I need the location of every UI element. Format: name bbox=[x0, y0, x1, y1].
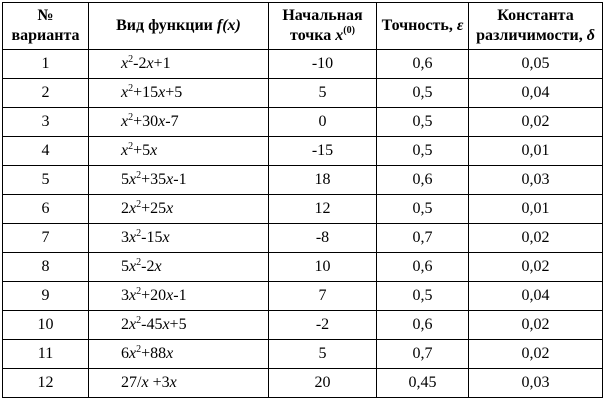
start-point-cell: 5 bbox=[269, 79, 377, 108]
start-point-cell: -15 bbox=[269, 137, 377, 166]
function-variable: x bbox=[129, 258, 137, 275]
function-cell bbox=[89, 108, 269, 137]
function-cell bbox=[89, 50, 269, 79]
header-distinguishability bbox=[469, 3, 603, 50]
variant-number-cell: 4 bbox=[3, 137, 89, 166]
function-exponent: 2 bbox=[128, 141, 134, 152]
function-variable: x bbox=[158, 84, 166, 101]
function-variable: x bbox=[121, 113, 129, 130]
function-cell bbox=[89, 166, 269, 195]
function-text: +30 bbox=[133, 113, 159, 130]
function-variable: x bbox=[166, 345, 174, 362]
function-text: -2 bbox=[141, 258, 155, 275]
variants-table bbox=[2, 2, 603, 398]
start-point-cell: 7 bbox=[269, 282, 377, 311]
function-text: -15 bbox=[141, 229, 163, 246]
distinguishability-cell: 0,04 bbox=[469, 282, 603, 311]
table-row bbox=[3, 195, 603, 224]
accuracy-cell: 0,5 bbox=[377, 79, 469, 108]
function-exponent: 2 bbox=[128, 83, 134, 94]
distinguishability-cell: 0,02 bbox=[469, 108, 603, 137]
start-point-cell: -10 bbox=[269, 50, 377, 79]
variant-number-cell: 12 bbox=[3, 369, 89, 398]
function-exponent: 2 bbox=[136, 344, 142, 355]
header-start-point-var: x bbox=[335, 27, 344, 44]
header-function bbox=[89, 3, 269, 50]
accuracy-cell: 0,5 bbox=[377, 195, 469, 224]
distinguishability-cell: 0,03 bbox=[469, 166, 603, 195]
start-point-cell: 12 bbox=[269, 195, 377, 224]
distinguishability-cell: 0,02 bbox=[469, 340, 603, 369]
function-text: +3 bbox=[148, 374, 170, 391]
distinguishability-cell: 0,02 bbox=[469, 253, 603, 282]
function-text: +25 bbox=[141, 200, 167, 217]
table-header bbox=[3, 3, 603, 50]
function-cell bbox=[89, 137, 269, 166]
table-row bbox=[3, 340, 603, 369]
function-variable: x bbox=[121, 55, 129, 72]
function-text: +20 bbox=[141, 287, 167, 304]
table-body bbox=[3, 50, 603, 398]
distinguishability-cell: 0,01 bbox=[469, 195, 603, 224]
start-point-cell: 5 bbox=[269, 340, 377, 369]
function-exponent: 2 bbox=[128, 54, 134, 65]
table-row bbox=[3, 108, 603, 137]
variant-number-cell: 10 bbox=[3, 311, 89, 340]
function-text: +5 bbox=[169, 316, 187, 333]
function-text: -2 bbox=[133, 55, 147, 72]
header-function-label: Вид функции bbox=[116, 17, 217, 34]
function-exponent: 2 bbox=[136, 170, 142, 181]
distinguishability-cell: 0,02 bbox=[469, 224, 603, 253]
distinguishability-cell: 0,01 bbox=[469, 137, 603, 166]
function-cell bbox=[89, 311, 269, 340]
function-text: -1 bbox=[173, 171, 187, 188]
distinguishability-cell: 0,05 bbox=[469, 50, 603, 79]
function-variable: x bbox=[158, 113, 166, 130]
header-accuracy bbox=[377, 3, 469, 50]
header-function-var: f(x) bbox=[216, 17, 241, 34]
accuracy-cell: 0,5 bbox=[377, 108, 469, 137]
variant-number-cell: 6 bbox=[3, 195, 89, 224]
function-variable: x bbox=[129, 229, 137, 246]
function-exponent: 2 bbox=[136, 257, 142, 268]
function-text: 6 bbox=[121, 345, 129, 362]
accuracy-cell: 0,6 bbox=[377, 253, 469, 282]
distinguishability-cell: 0,02 bbox=[469, 311, 603, 340]
function-text: +5 bbox=[133, 142, 151, 159]
function-text: +5 bbox=[165, 84, 183, 101]
function-cell bbox=[89, 369, 269, 398]
function-variable: x bbox=[129, 171, 137, 188]
function-variable: x bbox=[121, 84, 129, 101]
accuracy-cell: 0,7 bbox=[377, 340, 469, 369]
function-text: 2 bbox=[121, 200, 129, 217]
table-row bbox=[3, 253, 603, 282]
variant-number-cell: 11 bbox=[3, 340, 89, 369]
function-exponent: 2 bbox=[136, 199, 142, 210]
function-text: 3 bbox=[121, 229, 129, 246]
variant-number-cell: 8 bbox=[3, 253, 89, 282]
variant-number-cell: 2 bbox=[3, 79, 89, 108]
function-variable: x bbox=[166, 171, 174, 188]
variant-number-cell: 3 bbox=[3, 108, 89, 137]
function-text: 3 bbox=[121, 287, 129, 304]
accuracy-cell: 0,6 bbox=[377, 166, 469, 195]
function-exponent: 2 bbox=[136, 228, 142, 239]
header-start-point-label: Начальная точка bbox=[282, 7, 363, 44]
accuracy-cell: 0,6 bbox=[377, 50, 469, 79]
function-text: +35 bbox=[141, 171, 167, 188]
table-row bbox=[3, 166, 603, 195]
function-exponent: 2 bbox=[136, 315, 142, 326]
table-row bbox=[3, 224, 603, 253]
function-variable: x bbox=[129, 345, 137, 362]
function-variable: x bbox=[166, 287, 174, 304]
header-start-point-sup: (0) bbox=[343, 25, 355, 36]
function-cell bbox=[89, 340, 269, 369]
header-variant-number bbox=[3, 3, 89, 50]
table-row bbox=[3, 311, 603, 340]
variant-number-cell: 5 bbox=[3, 166, 89, 195]
header-distinguishability-label: Константа различимости, bbox=[476, 7, 587, 44]
function-variable: x bbox=[166, 200, 174, 217]
variant-number-cell: 9 bbox=[3, 282, 89, 311]
accuracy-cell: 0,45 bbox=[377, 369, 469, 398]
distinguishability-cell: 0,04 bbox=[469, 79, 603, 108]
start-point-cell: 10 bbox=[269, 253, 377, 282]
function-text: -7 bbox=[165, 113, 179, 130]
accuracy-cell: 0,6 bbox=[377, 311, 469, 340]
function-text: 5 bbox=[121, 171, 129, 188]
header-distinguishability-var: δ bbox=[586, 27, 595, 44]
function-cell bbox=[89, 79, 269, 108]
table-row bbox=[3, 79, 603, 108]
header-row bbox=[3, 3, 603, 50]
function-variable: x bbox=[129, 200, 137, 217]
function-variable: x bbox=[150, 142, 158, 159]
start-point-cell: 18 bbox=[269, 166, 377, 195]
variant-number-cell: 7 bbox=[3, 224, 89, 253]
function-cell bbox=[89, 224, 269, 253]
function-text: -1 bbox=[173, 287, 187, 304]
function-text: -45 bbox=[141, 316, 163, 333]
start-point-cell: 20 bbox=[269, 369, 377, 398]
table-row bbox=[3, 137, 603, 166]
function-cell bbox=[89, 195, 269, 224]
accuracy-cell: 0,5 bbox=[377, 282, 469, 311]
variant-number-cell: 1 bbox=[3, 50, 89, 79]
accuracy-cell: 0,7 bbox=[377, 224, 469, 253]
function-variable: x bbox=[129, 316, 137, 333]
function-text: +88 bbox=[141, 345, 167, 362]
function-variable: x bbox=[162, 229, 170, 246]
function-exponent: 2 bbox=[128, 112, 134, 123]
distinguishability-cell: 0,03 bbox=[469, 369, 603, 398]
header-accuracy-label: Точность, bbox=[381, 17, 457, 34]
function-text: +15 bbox=[133, 84, 159, 101]
start-point-cell: 0 bbox=[269, 108, 377, 137]
function-variable: x bbox=[141, 374, 149, 391]
header-accuracy-var: ε bbox=[456, 17, 464, 34]
table-row bbox=[3, 369, 603, 398]
function-text: 5 bbox=[121, 258, 129, 275]
function-variable: x bbox=[121, 142, 129, 159]
function-variable: x bbox=[129, 287, 137, 304]
function-variable: x bbox=[154, 258, 162, 275]
function-cell bbox=[89, 282, 269, 311]
start-point-cell: -2 bbox=[269, 311, 377, 340]
function-cell bbox=[89, 253, 269, 282]
header-variant-number-label: № варианта bbox=[11, 7, 80, 44]
start-point-cell: -8 bbox=[269, 224, 377, 253]
function-text: +1 bbox=[153, 55, 171, 72]
header-start-point bbox=[269, 3, 377, 50]
function-text: 2 bbox=[121, 316, 129, 333]
function-text: 27/ bbox=[121, 374, 142, 391]
function-variable: x bbox=[146, 55, 154, 72]
function-exponent: 2 bbox=[136, 286, 142, 297]
table-row bbox=[3, 282, 603, 311]
accuracy-cell: 0,5 bbox=[377, 137, 469, 166]
function-variable: x bbox=[169, 374, 177, 391]
table-row bbox=[3, 50, 603, 79]
function-variable: x bbox=[162, 316, 170, 333]
